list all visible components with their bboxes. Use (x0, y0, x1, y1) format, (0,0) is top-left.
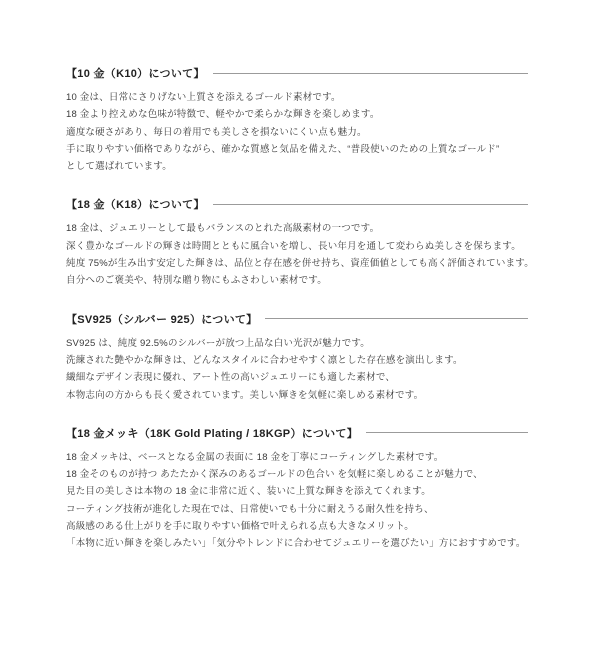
paragraph-line: 「本物に近い輝きを楽しみたい」「気分やトレンドに合わせてジュエリーを選びたい」方におすすめです。 (66, 538, 526, 550)
section-header (66, 426, 528, 440)
section-divider (366, 432, 528, 433)
paragraph-line: として選ばれています。 (66, 161, 172, 173)
paragraph-line: 18 金より控えめな色味が特徴で、軽やかで柔らかな輝きを楽しめます。 (66, 109, 380, 121)
paragraph-line: 手に取りやすい価格でありながら、確かな質感と気品を備えた、“普段使いのための上質なゴールド” (66, 143, 500, 155)
paragraph-line: 自分へのご褒美や、特別な贈り物にもふさわしい素材です。 (66, 275, 327, 287)
section-sv925 (66, 312, 528, 404)
paragraph-line: SV925 は、純度 92.5%のシルバーが放つ上品な白い光沢が魅力です。 (66, 337, 370, 349)
section-paragraph (66, 89, 528, 175)
paragraph-line: 高級感のある仕上がりを手に取りやすい価格で叶えられる点も大きなメリット。 (66, 521, 414, 533)
section-title: 【SV925（シルバー 925）について】 (66, 313, 258, 326)
section-title: 【10 金（K10）について】 (66, 68, 205, 80)
paragraph-line: 本物志向の方からも長く愛されています。美しい輝きを気軽に楽しめる素材です。 (66, 389, 424, 401)
paragraph-line: 洗練された艶やかな輝きは、どんなスタイルに合わせやすく凛とした存在感を演出します。 (66, 354, 463, 366)
section-divider (213, 204, 528, 205)
paragraph-line: 10 金は、日常にさりげない上質さを添えるゴールド素材です。 (66, 92, 341, 103)
section-k10 (66, 66, 528, 175)
section-paragraph (66, 449, 528, 553)
section-title: 【18 金（K18）について】 (66, 199, 205, 212)
section-paragraph (66, 335, 528, 404)
section-divider (265, 318, 528, 319)
paragraph-line: 深く豊かなゴールドの輝きは時間とともに風合いを増し、長い年月を通して変わらぬ美しさを保ちます。 (66, 240, 521, 252)
section-divider (213, 73, 528, 74)
section-header (66, 312, 528, 326)
section-header (66, 66, 528, 80)
paragraph-line: 18 金メッキは、ベースとなる金属の表面に 18 金を丁寧にコーティングした素材です。 (66, 451, 444, 463)
paragraph-line: 繊細なデザイン表現に優れ、アート性の高いジュエリーにも適した素材で、 (66, 372, 396, 384)
section-18kgp (66, 426, 528, 553)
paragraph-line: 18 金は、ジュエリーとして最もバランスのとれた高級素材の一つです。 (66, 223, 380, 235)
paragraph-line: 見た目の美しさは本物の 18 金に非常に近く、装いに上質な輝きを添えてくれます。 (66, 486, 431, 498)
section-header (66, 197, 528, 211)
section-k18 (66, 197, 534, 289)
paragraph-line: 適度な硬さがあり、毎日の着用でも美しさを損ないにくい点も魅力。 (66, 126, 367, 138)
paragraph-line: 純度 75%が生み出す安定した輝きは、品位と存在感を併せ持ち、資産価値としても高く評価されています。 (66, 258, 534, 270)
section-title: 【18 金メッキ（18K Gold Plating / 18KGP）について】 (66, 427, 359, 440)
section-paragraph (66, 220, 534, 289)
paragraph-line: コーティング技術が進化した現在では、日常使いでも十分に耐えうる耐久性を持ち、 (66, 503, 434, 515)
paragraph-line: 18 金そのものが持つ あたたかく深みのあるゴールドの色合い を気軽に楽しめることが魅力で、 (66, 469, 483, 481)
